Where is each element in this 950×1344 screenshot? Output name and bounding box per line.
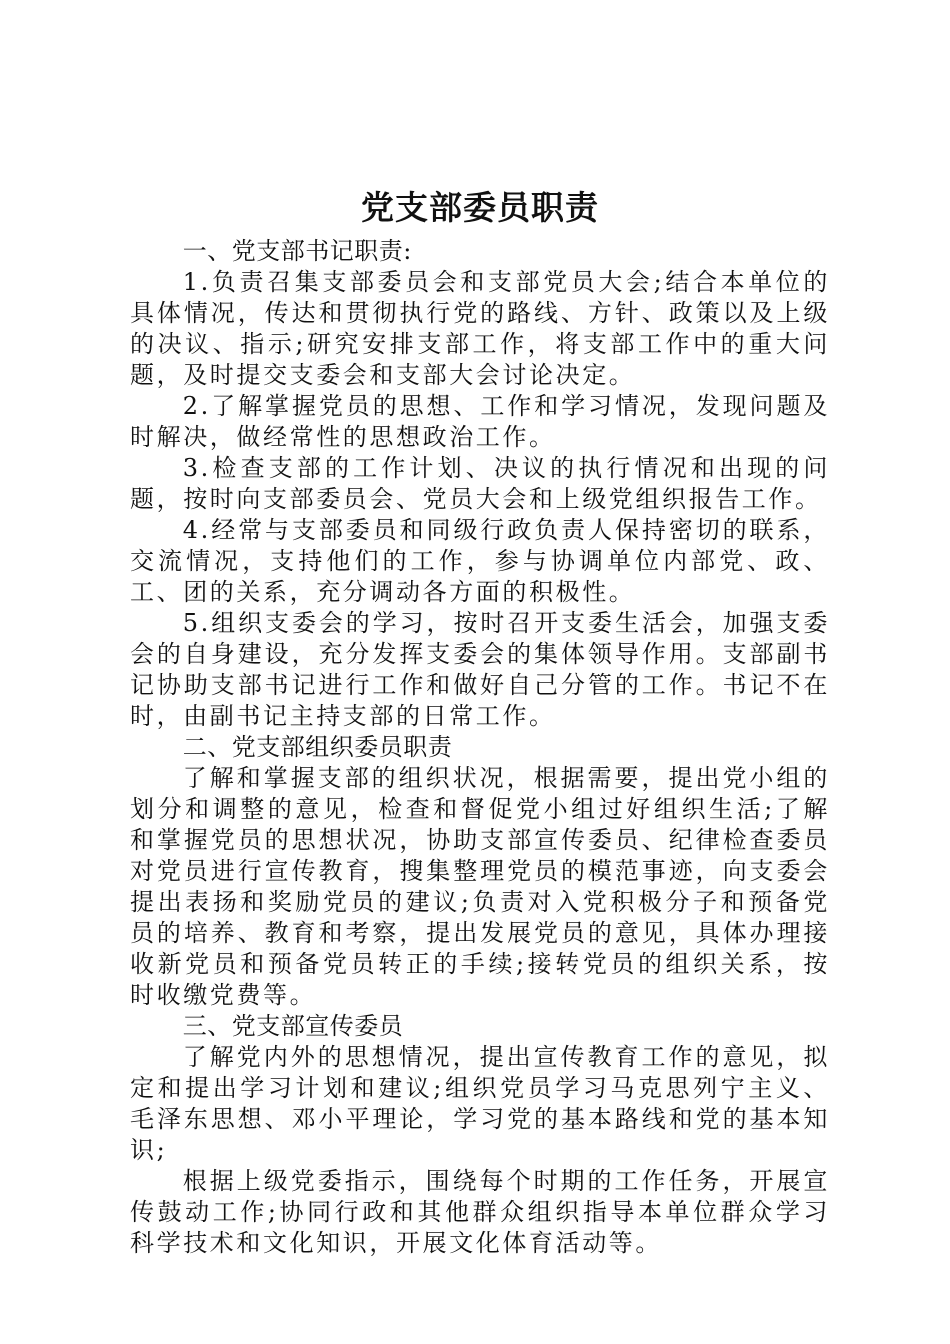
paragraph: 1.负责召集支部委员会和支部党员大会;结合本单位的具体情况，传达和贯彻执行党的路线、方针、政策以及上级的决议、指示;研究安排支部工作，将支部工作中的重大问题，及时提交支委会和支部大会讨论决定。 — [130, 268, 830, 389]
paragraph: 了解党内外的思想情况，提出宣传教育工作的意见，拟定和提出学习计划和建议;组织党员学习马克思列宁主义、毛泽东思想、邓小平理论，学习党的基本路线和党的基本知识; — [130, 1043, 830, 1164]
paragraph: 2.了解掌握党员的思想、工作和学习情况，发现问题及时解决，做经常性的思想政治工作。 — [130, 392, 830, 451]
paragraph: 5.组织支委会的学习，按时召开支委生活会，加强支委会的自身建设，充分发挥支委会的集体领导作用。支部副书记协助支部书记进行工作和做好自己分管的工作。书记不在时，由副书记主持支部的日常工作。 — [130, 609, 830, 730]
document-title: 党支部委员职责 — [361, 188, 599, 227]
paragraph: 了解和掌握支部的组织状况，根据需要，提出党小组的划分和调整的意见，检查和督促党小组过好组织生活;了解和掌握党员的思想状况，协助支部宣传委员、纪律检查委员对党员进行宣传教育，搜集整理党员的模范事迹，向支委会提出表扬和奖励党员的建议;负责对入党积极分子和预备党员的培养、教育和考察，提出发展党员的意见，具体办理接收新党员和预备党员转正的手续;接转党员的组织关系，按时收缴党费等。 — [130, 764, 830, 1009]
paragraph: 4.经常与支部委员和同级行政负责人保持密切的联系，交流情况，支持他们的工作，参与协调单位内部党、政、工、团的关系，充分调动各方面的积极性。 — [130, 516, 830, 606]
document-page — [130, 182, 830, 1259]
paragraph: 根据上级党委指示，围绕每个时期的工作任务，开展宣传鼓动工作;协同行政和其他群众组织指导本单位群众学习科学技术和文化知识，开展文化体育活动等。 — [130, 1167, 830, 1257]
paragraph: 3.检查支部的工作计划、决议的执行情况和出现的问题，按时向支部委员会、党员大会和上级党组织报告工作。 — [130, 454, 830, 513]
section-heading-secretary: 一、党支部书记职责: — [182, 237, 412, 265]
section-heading-publicity: 三、党支部宣传委员 — [182, 1012, 404, 1040]
section-heading-organization: 二、党支部组织委员职责 — [182, 733, 453, 761]
